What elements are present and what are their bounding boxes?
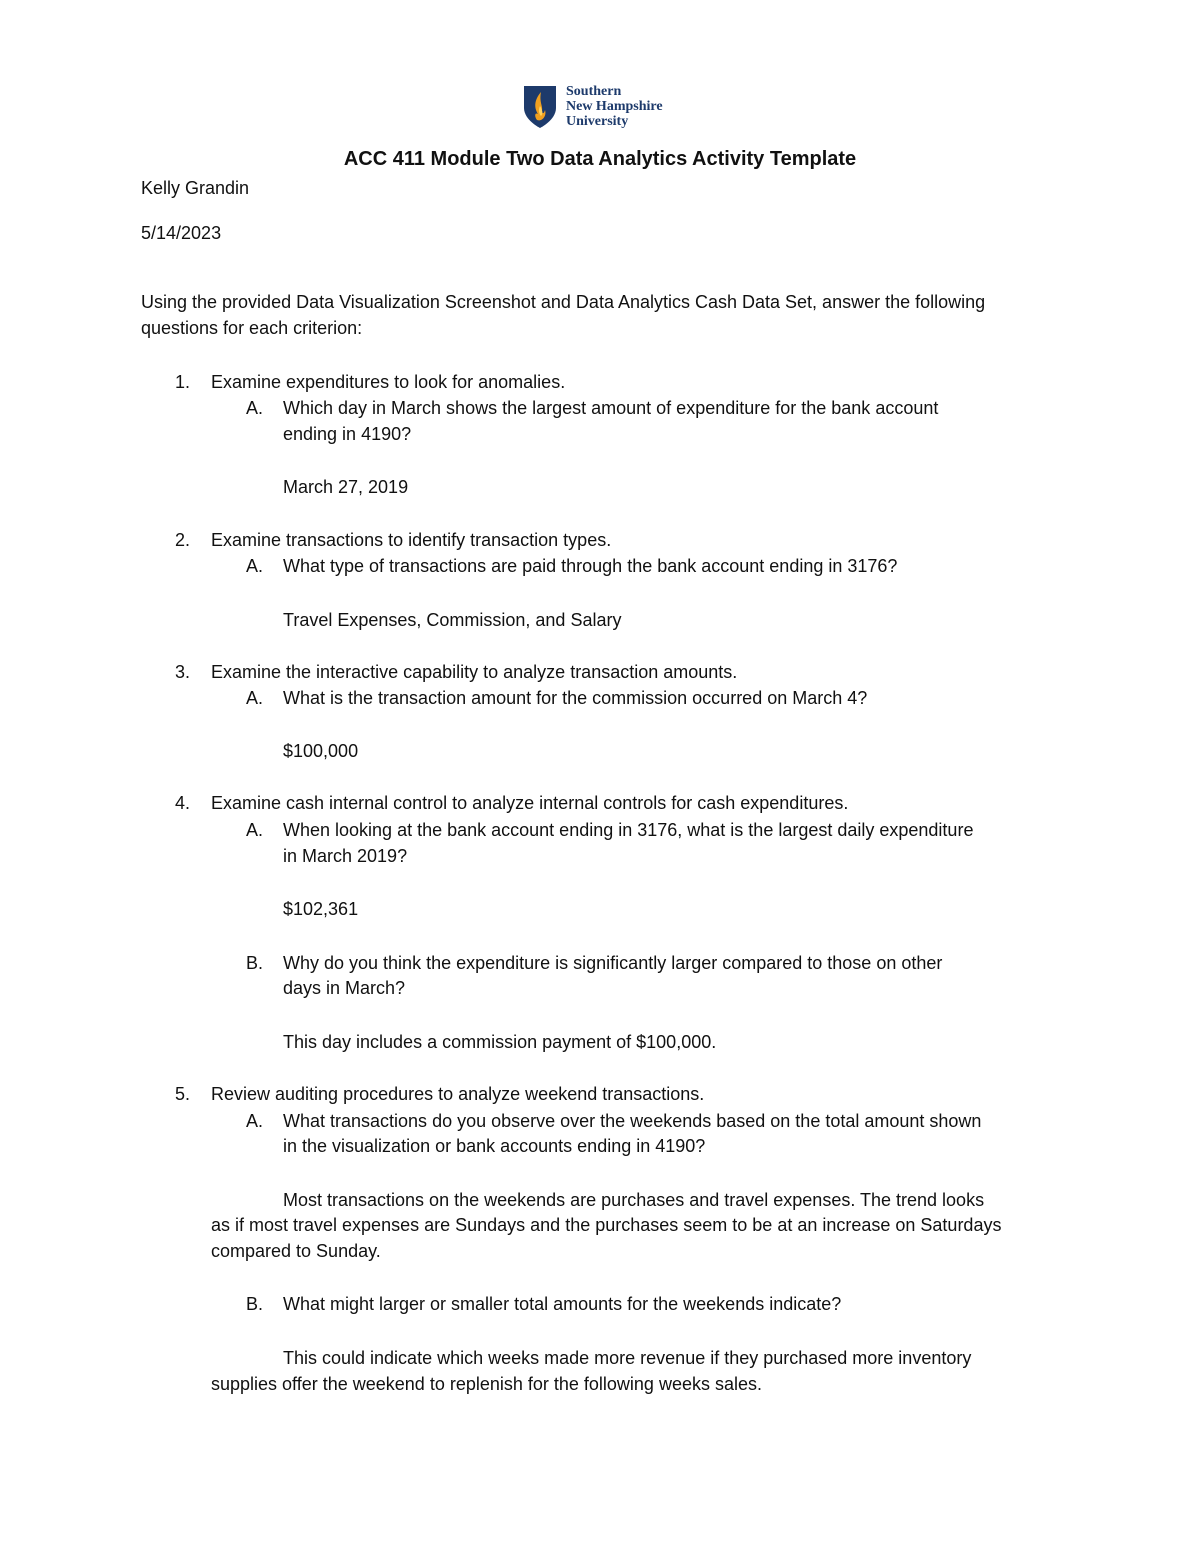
q4-a-letter: A. — [246, 820, 264, 840]
shield-flame-icon — [522, 84, 558, 130]
q3-heading: Examine the interactive capability to analyze transaction amounts. — [211, 662, 738, 682]
q1-heading: Examine expenditures to look for anomalies. — [211, 372, 566, 392]
q4-a-answer: $102,361 — [283, 899, 359, 919]
logo-line-3: University — [566, 114, 629, 129]
q5-b-answer-line-2: supplies offer the weekend to replenish for the following weeks sales. — [211, 1374, 762, 1394]
q2-a-answer: Travel Expenses, Commission, and Salary — [283, 610, 622, 630]
q2-a-letter: A. — [246, 556, 264, 576]
q5-a-question-line-1: What transactions do you observe over the weekends based on the total amount shown — [283, 1111, 982, 1131]
q5-a-question-line-2: in the visualization or bank accounts ending in 4190? — [283, 1136, 706, 1156]
q4-b-question-line-1: Why do you think the expenditure is significantly larger compared to those on other — [283, 953, 943, 973]
q5-a-answer-line-1: Most transactions on the weekends are purchases and travel expenses. The trend looks — [283, 1190, 985, 1210]
q1-a-question-line-2: ending in 4190? — [283, 424, 412, 444]
intro-line-1: Using the provided Data Visualization Screenshot and Data Analytics Cash Data Set, answer the following — [141, 292, 986, 312]
q4-b-answer: This day includes a commission payment of $100,000. — [283, 1032, 717, 1052]
q5-b-letter: B. — [246, 1294, 264, 1314]
q2-a-question-line-1: What type of transactions are paid through the bank account ending in 3176? — [283, 556, 898, 576]
q4-number: 4. — [175, 793, 191, 813]
q5-b-question-line-1: What might larger or smaller total amounts for the weekends indicate? — [283, 1294, 842, 1314]
q4-b-question-line-2: days in March? — [283, 978, 406, 998]
author-name: Kelly Grandin — [141, 178, 250, 198]
q1-number: 1. — [175, 372, 191, 392]
intro-line-2: questions for each criterion: — [141, 318, 363, 338]
q3-a-answer: $100,000 — [283, 741, 359, 761]
q1-a-answer: March 27, 2019 — [283, 477, 409, 497]
logo-wordmark — [566, 84, 663, 129]
q3-a-letter: A. — [246, 688, 264, 708]
q5-a-letter: A. — [246, 1111, 264, 1131]
q4-b-letter: B. — [246, 953, 264, 973]
q5-heading: Review auditing procedures to analyze weekend transactions. — [211, 1084, 705, 1104]
q4-a-question-line-1: When looking at the bank account ending in 3176, what is the largest daily expenditure — [283, 820, 974, 840]
q5-a-answer-line-2: as if most travel expenses are Sundays and the purchases seem to be at an increase on Saturdays — [211, 1215, 1002, 1235]
q1-a-letter: A. — [246, 398, 264, 418]
q3-number: 3. — [175, 662, 191, 682]
document-title: ACC 411 Module Two Data Analytics Activity Template — [343, 148, 857, 170]
logo-line-2: New Hampshire — [566, 99, 663, 114]
q4-heading: Examine cash internal control to analyze internal controls for cash expenditures. — [211, 793, 849, 813]
q2-heading: Examine transactions to identify transaction types. — [211, 530, 612, 550]
q4-a-question-line-2: in March 2019? — [283, 846, 408, 866]
q5-b-answer-line-1: This could indicate which weeks made more revenue if they purchased more inventory — [283, 1348, 972, 1368]
q1-a-question-line-1: Which day in March shows the largest amount of expenditure for the bank account — [283, 398, 939, 418]
q5-number: 5. — [175, 1084, 191, 1104]
logo-line-1: Southern — [566, 84, 622, 99]
q3-a-question-line-1: What is the transaction amount for the commission occurred on March 4? — [283, 688, 868, 708]
q2-number: 2. — [175, 530, 191, 550]
snhu-logo — [522, 84, 692, 132]
document-date: 5/14/2023 — [141, 223, 222, 243]
q5-a-answer-line-3: compared to Sunday. — [211, 1241, 381, 1261]
